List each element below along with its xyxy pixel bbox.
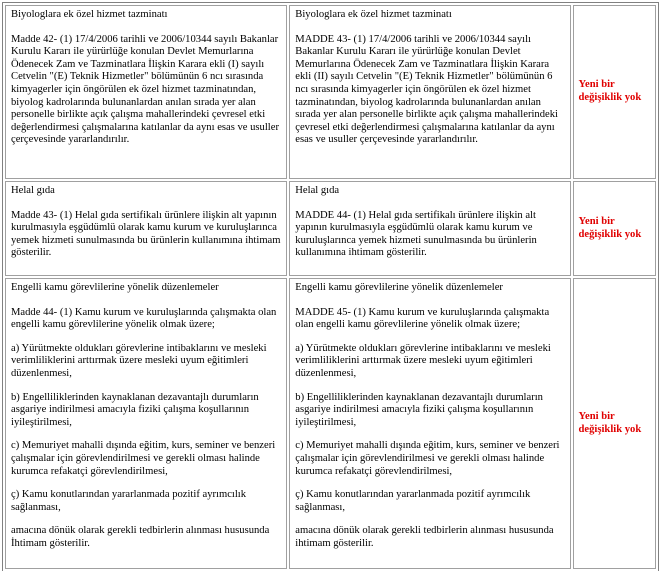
article-clause: b) Engelliliklerinden kaynaklanan dezavantajlı durumların asgariye indirilmesi amacıyla fiziki çalışma koşullarının iyileştirilmesi, [295, 391, 543, 428]
article-text: MADDE 44- (1) Helal gıda sertifikalı ürünlere ilişkin alt yapının kurulmasıyla eşgüdümlü olarak kamu kurum ve kuruluşlarınca yemek hizmeti sunulmasında bu ürünlerin kullanımına ihtimam gösterilir. [295, 209, 537, 259]
comparison-table [2, 2, 659, 571]
change-note: Yeni bir değişiklik yok [578, 79, 642, 103]
new-text-cell [289, 278, 570, 569]
article-text: Madde 42- (1) 17/4/2006 tarihli ve 2006/10344 sayılı Bakanlar Kurulu Kararı ile yürürlüğe konulan Devlet Memurlarına Ödenecek Zam ve Tazminatlara İlişkin Karara ekli (I) sayılı Cetvelin "(E) Teknik Hizmetler" bölümünün 6 ncı sırasında kimyagerler için öngörülen ek özel hizmet tazminatından, biyolog kadrolarında bulunanlardan anılan sırada yer alan personelle birlikte açık çalışma mahallerindeki çevresel etki değerlendirmesi çalışmalarına katılanlar da aynı esas ve usuller çerçevesinde yararlandırılır. [11, 33, 279, 146]
change-note: Yeni bir değişiklik yok [578, 215, 642, 240]
new-text-cell [289, 181, 570, 276]
old-text-cell [5, 181, 287, 276]
section-title: Biyologlara ek özel hizmet tazminatı [295, 9, 452, 20]
table-row [5, 5, 656, 179]
old-text-cell [5, 278, 287, 569]
article-text: amacına dönük olarak gerekli tedbirlerin alınması hususunda ihtimam gösterilir. [295, 525, 554, 549]
article-clause: c) Memuriyet mahalli dışında eğitim, kurs, seminer ve benzeri çalışmalar için görevlendirilmesi ve gerekli olması halinde kurumca refakatçi görevlendirilmesi, [11, 440, 276, 477]
article-clause: b) Engelliliklerinden kaynaklanan dezavantajlı durumların asgariye indirilmesi amacıyla fiziki çalışma koşullarının iyileştirilmesi, [11, 391, 259, 428]
new-text-cell [289, 5, 570, 179]
article-text: amacına dönük olarak gerekli tedbirlerin alınması hususunda İhtimam gösterilir. [11, 525, 270, 549]
section-title: Engelli kamu görevlilerine yönelik düzenlemeler [295, 282, 503, 293]
change-note: Yeni bir değişiklik yok [578, 410, 642, 435]
article-text: Madde 44- (1) Kamu kurum ve kuruluşlarında çalışmakta olan engelli kamu görevlilerine yönelik olmak üzere; [11, 306, 277, 331]
change-note-cell [573, 278, 656, 569]
old-text-cell [5, 5, 287, 179]
article-text: Madde 43- (1) Helal gıda sertifikalı ürünlere ilişkin alt yapının kurulmasıyla eşgüdümlü olarak kamu kurum ve kuruluşlarınca yemek hizmeti sunulmasında bu ürünlerin kullanımına ihtimam gösterilir. [11, 209, 281, 259]
article-clause: ç) Kamu konutlarından yararlanmada pozitif ayrımcılık sağlanması, [295, 489, 531, 513]
article-clause: c) Memuriyet mahalli dışında eğitim, kurs, seminer ve benzeri çalışmalar için görevlendirilmesi ve gerekli olması halinde kurumca refakatçi görevlendirilmesi, [295, 440, 560, 477]
section-title: Biyologlara ek özel hizmet tazminatı [11, 9, 168, 20]
article-clause: a) Yürütmekte oldukları görevlerine intibaklarını ve mesleki verimliliklerini arttırmak üzere mesleki uyum eğitimleri düzenlenmesi, [11, 342, 267, 379]
change-note-cell [573, 181, 656, 276]
section-title: Engelli kamu görevlilerine yönelik düzenlemeler [11, 282, 219, 293]
section-title: Helal gıda [11, 185, 55, 196]
change-note-cell [573, 5, 656, 179]
table-row [5, 278, 656, 569]
article-text: MADDE 43- (1) 17/4/2006 tarihli ve 2006/10344 sayılı Bakanlar Kurulu Kararı ile yürürlüğe konulan Devlet Memurlarına Ödenecek Zam ve Tazminatlara İlişkin Karara ekli (II) sayılı Cetvelin "(E) Teknik Hizmetler" bölümünün 6 ncı sırasında kimyagerler için öngörülen ek özel hizmet tazminatından, biyolog kadrolarında bulunanlardan anılan sırada yer alan personelle birlikte açık çalışma mahallerindeki çevresel etki değerlendirmesi çalışmalarına katılanlar da aynı esas ve usuller çerçevesinde yararlandırılır. [295, 33, 558, 146]
article-clause: ç) Kamu konutlarından yararlanmada pozitif ayrımcılık sağlanması, [11, 489, 247, 513]
table-row [5, 181, 656, 276]
article-text: MADDE 45- (1) Kamu kurum ve kuruluşlarında çalışmakta olan engelli kamu görevlilerine yönelik olmak üzere; [295, 306, 550, 331]
section-title: Helal gıda [295, 185, 340, 196]
article-clause: a) Yürütmekte oldukları görevlerine intibaklarını ve mesleki verimliliklerini arttırmak üzere mesleki uyum eğitimleri düzenlenmesi, [295, 342, 551, 379]
